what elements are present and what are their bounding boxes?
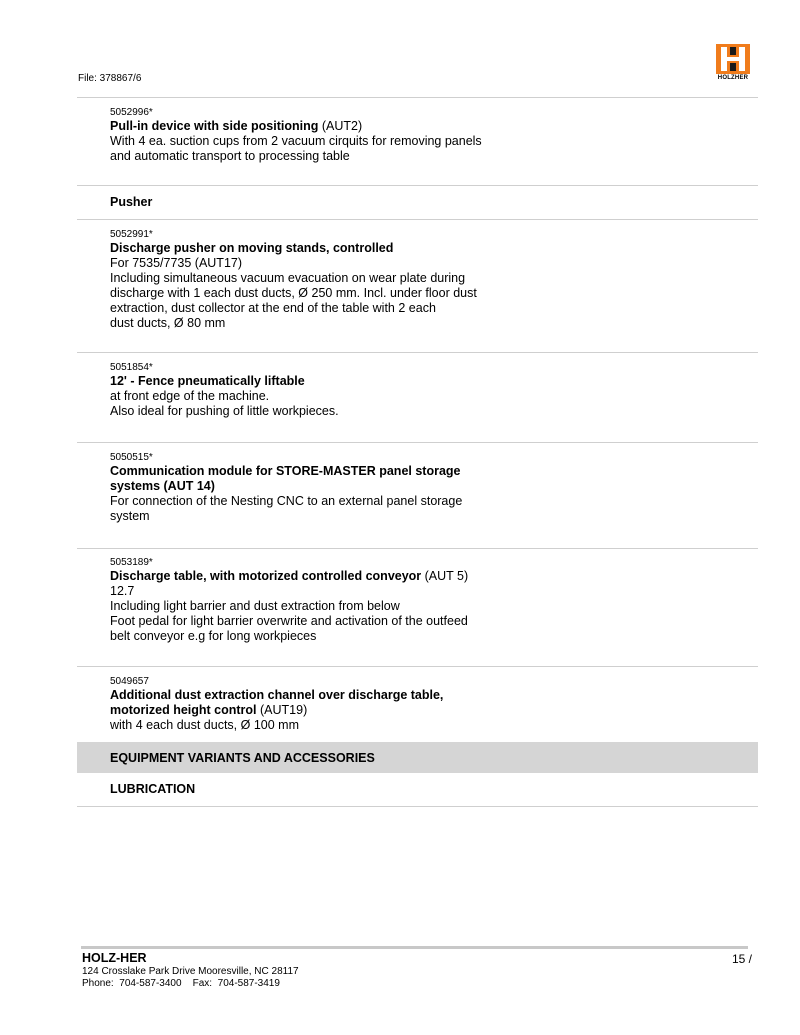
item-code: 5053189* xyxy=(110,557,153,568)
item-line: 12.7 xyxy=(110,584,135,598)
divider xyxy=(77,185,758,186)
item-line: For 7535/7735 (AUT17) xyxy=(110,256,243,270)
footer-phone: Phone: 704-587-3400 Fax: 704-587-3419 xyxy=(82,978,280,989)
item-fence xyxy=(110,361,530,419)
footer-address: 124 Crosslake Park Drive Mooresville, NC 28117 xyxy=(82,966,299,977)
footer-divider xyxy=(81,946,748,949)
section-heading-pusher: Pusher xyxy=(110,195,153,209)
item-title: 12' - Fence pneumatically liftable xyxy=(110,374,305,388)
item-title: Communication module for STORE-MASTER panel storage xyxy=(110,464,461,478)
section-heading-lubrication: LUBRICATION xyxy=(110,782,196,796)
item-line: Including simultaneous vacuum evacuation on wear plate during xyxy=(110,271,466,285)
page-number: 15 / xyxy=(731,952,752,966)
item-line: Also ideal for pushing of little workpieces. xyxy=(110,404,339,418)
divider xyxy=(77,442,758,443)
item-code: 5049657 xyxy=(110,676,149,687)
item-discharge-table xyxy=(110,556,530,644)
item-line: system xyxy=(110,509,150,523)
item-code: 5050515* xyxy=(110,452,153,463)
item-dust-extraction-channel xyxy=(110,675,530,733)
logo-text: HOLZHER xyxy=(717,75,749,81)
holzher-logo xyxy=(716,44,750,81)
item-title-continued: systems (AUT 14) xyxy=(110,479,215,493)
file-label: File: 378867/6 xyxy=(78,73,142,84)
item-line: with 4 each dust ducts, Ø 100 mm xyxy=(110,718,299,732)
item-pull-in-device xyxy=(110,106,530,164)
divider xyxy=(77,97,758,98)
item-line: belt conveyor e.g for long workpieces xyxy=(110,629,317,643)
item-line: discharge with 1 each dust ducts, Ø 250 mm. Incl. under floor dust xyxy=(110,286,477,300)
item-line: dust ducts, Ø 80 mm xyxy=(110,316,226,330)
item-title: Pull-in device with side positioning (AUT2) xyxy=(110,119,363,133)
holzher-logo-icon xyxy=(716,44,750,74)
item-line: Including light barrier and dust extraction from below xyxy=(110,599,400,613)
item-title: Discharge table, with motorized controlled conveyor (AUT 5) xyxy=(110,569,469,583)
item-title: Discharge pusher on moving stands, controlled xyxy=(110,241,394,255)
item-title-continued: motorized height control (AUT19) xyxy=(110,703,308,717)
item-line: at front edge of the machine. xyxy=(110,389,270,403)
item-code: 5051854* xyxy=(110,362,153,373)
item-communication-module xyxy=(110,451,530,524)
footer-company: HOLZ-HER xyxy=(82,951,147,965)
item-line: With 4 ea. suction cups from 2 vacuum cirquits for removing panels xyxy=(110,134,482,148)
item-line: extraction, dust collector at the end of the table with 2 each xyxy=(110,301,436,315)
item-line: For connection of the Nesting CNC to an external panel storage xyxy=(110,494,463,508)
divider xyxy=(77,666,758,667)
item-title: Additional dust extraction channel over discharge table, xyxy=(110,688,444,702)
divider xyxy=(77,352,758,353)
item-line: Foot pedal for light barrier overwrite and activation of the outfeed xyxy=(110,614,468,628)
section-band-equipment xyxy=(77,742,758,773)
item-discharge-pusher xyxy=(110,228,530,331)
section-heading-equipment: EQUIPMENT VARIANTS AND ACCESSORIES xyxy=(110,751,375,765)
divider xyxy=(77,219,758,220)
divider xyxy=(77,806,758,807)
item-code: 5052991* xyxy=(110,229,153,240)
item-line: and automatic transport to processing table xyxy=(110,149,350,163)
item-code: 5052996* xyxy=(110,107,153,118)
divider xyxy=(77,548,758,549)
